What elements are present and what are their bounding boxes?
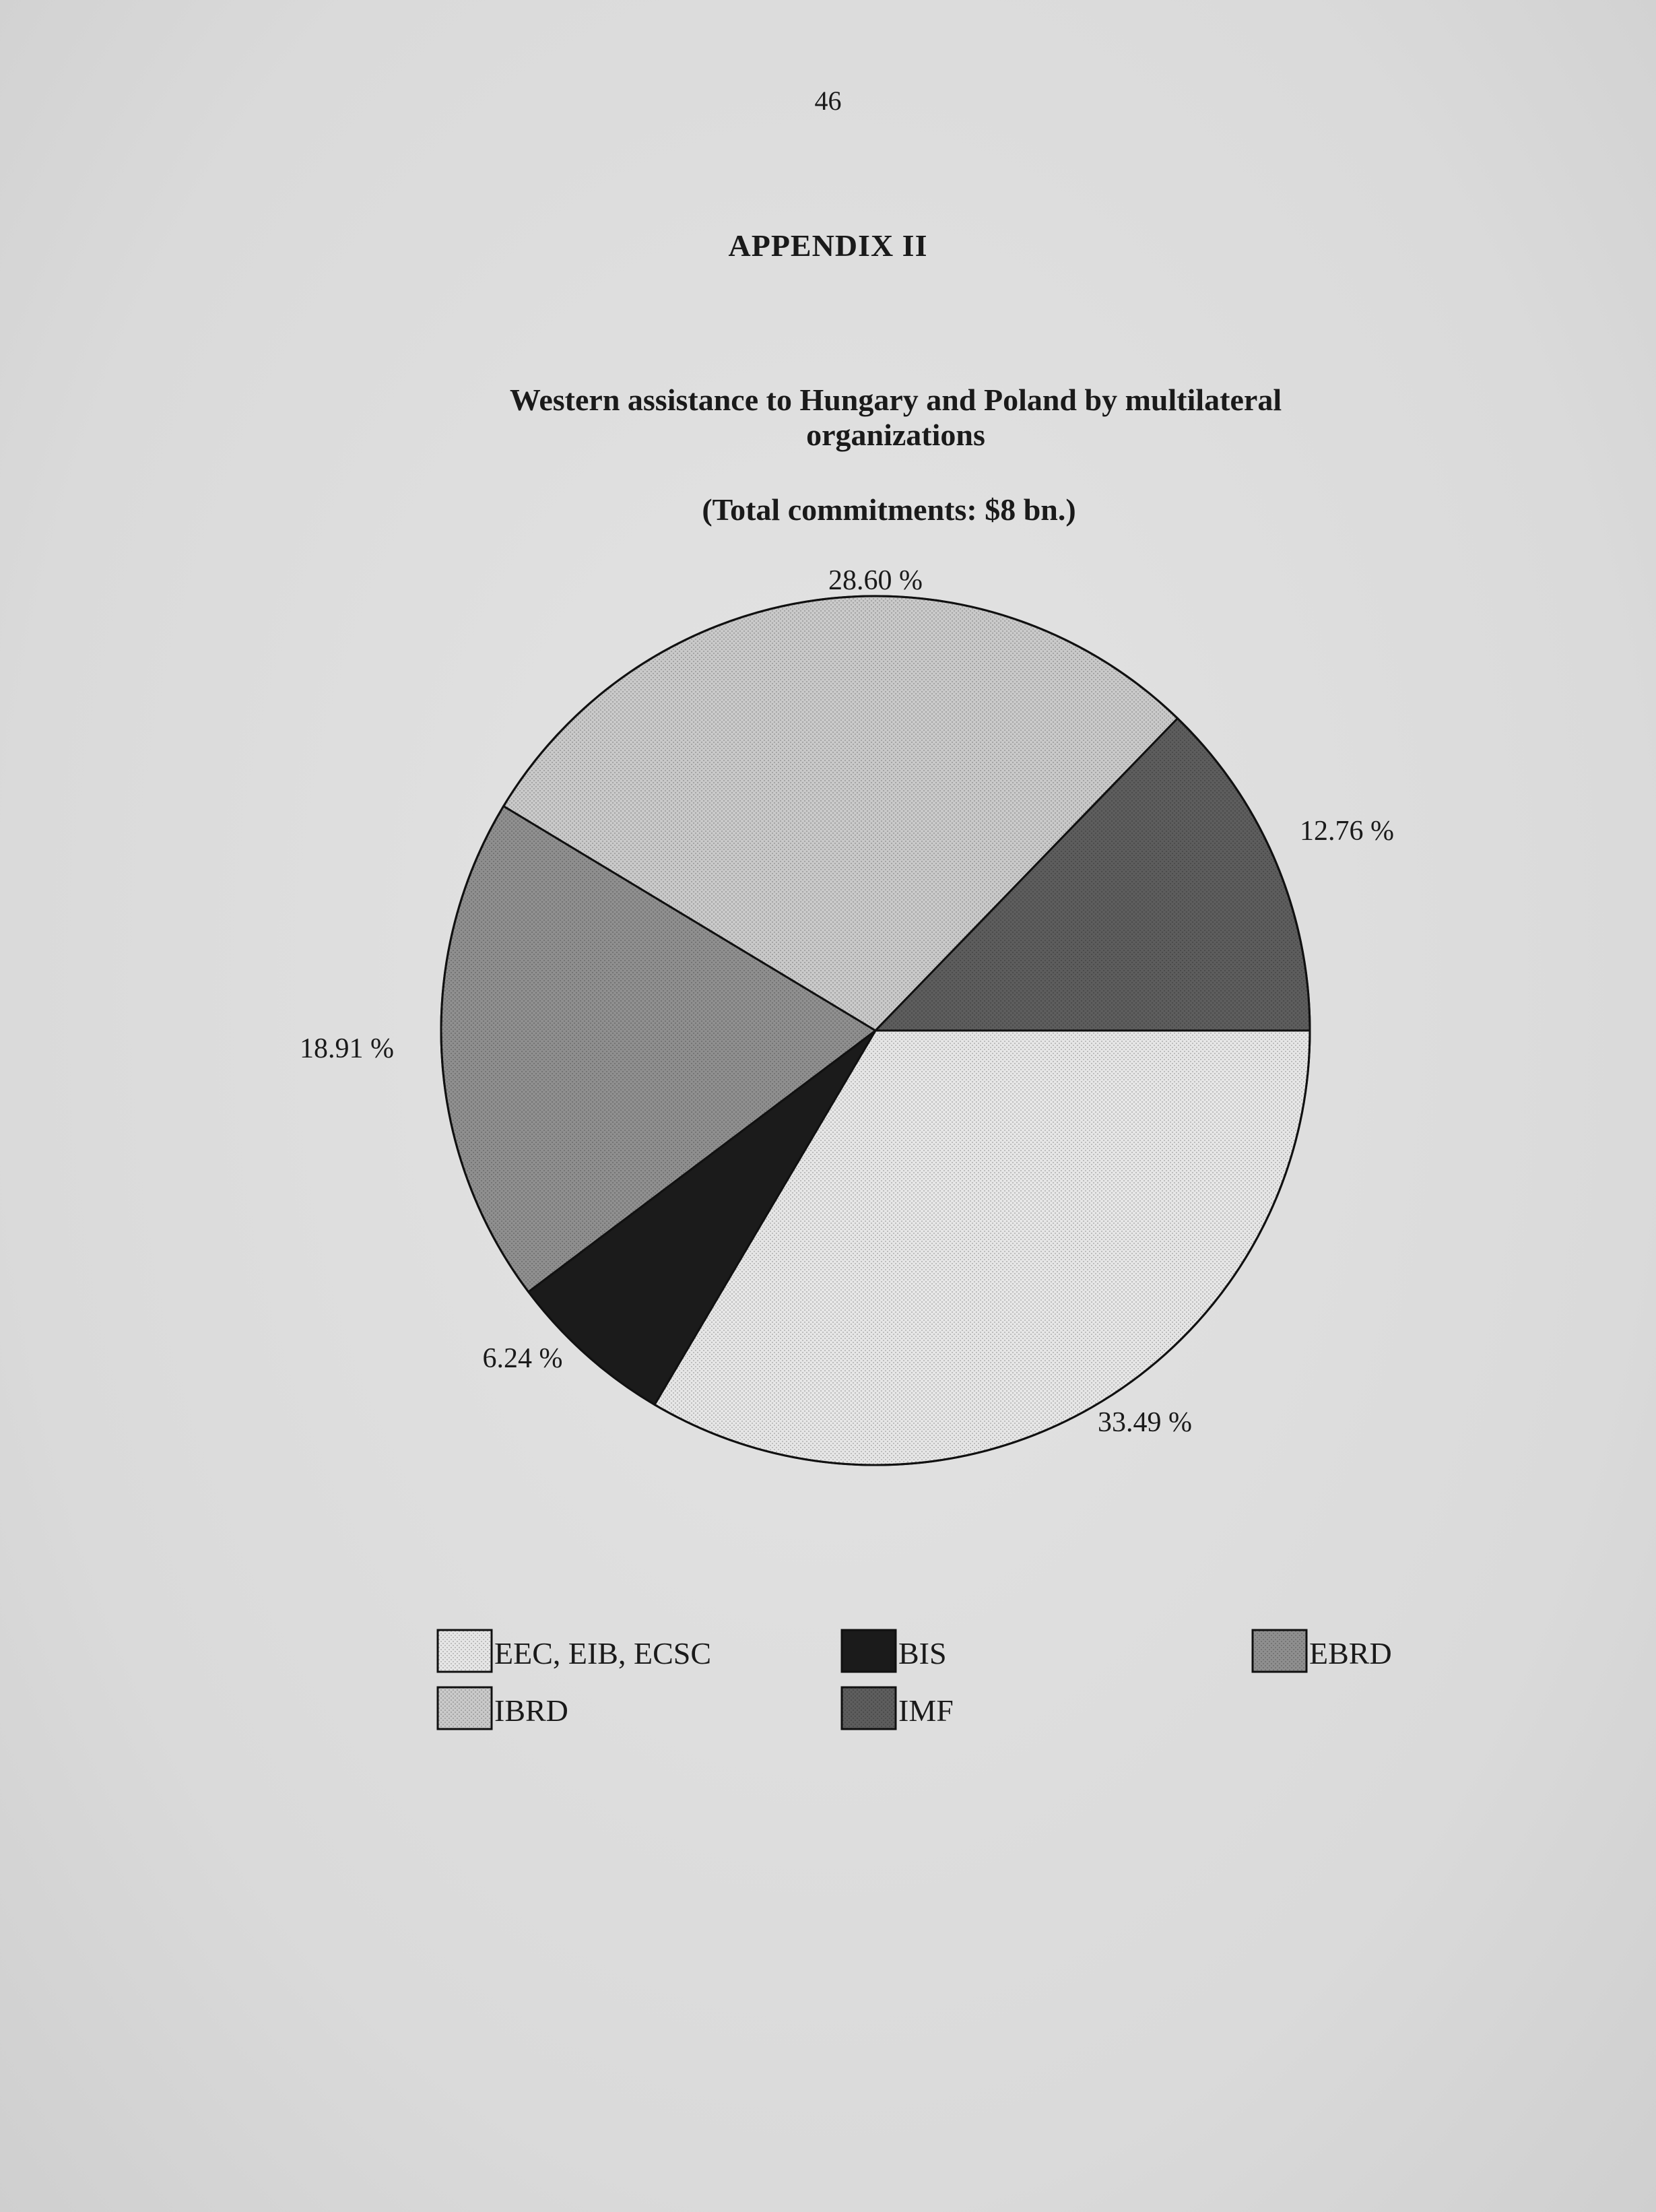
legend-swatch-texture [842, 1687, 896, 1729]
legend-swatch-texture [438, 1687, 492, 1729]
legend-item [842, 1630, 947, 1672]
chart-legend [438, 1630, 1392, 1729]
page-number: 46 [814, 86, 842, 116]
legend-item [1253, 1630, 1392, 1672]
slice-label: 28.60 % [828, 565, 923, 596]
slice-label: 18.91 % [300, 1033, 394, 1064]
legend-swatch-texture [438, 1630, 492, 1672]
legend-label: EBRD [1309, 1636, 1392, 1670]
legend-item [842, 1687, 954, 1729]
legend-label: EEC, EIB, ECSC [494, 1636, 712, 1670]
slice-label: 33.49 % [1098, 1407, 1192, 1438]
slice-label: 12.76 % [1300, 816, 1394, 847]
chart-subtitle: (Total commitments: $8 bn.) [702, 492, 1076, 527]
legend-label: BIS [898, 1636, 947, 1670]
appendix-heading: APPENDIX II [728, 228, 928, 263]
legend-swatch [842, 1630, 896, 1672]
legend-item [438, 1687, 568, 1729]
pie-slices [441, 596, 1310, 1465]
legend-label: IMF [898, 1693, 954, 1728]
chart-title: Western assistance to Hungary and Poland by multilateral organizations [509, 383, 1282, 452]
slice-label: 6.24 % [482, 1343, 563, 1374]
legend-swatch-texture [1253, 1630, 1306, 1672]
legend-label: IBRD [494, 1693, 568, 1728]
legend-item [438, 1630, 711, 1672]
